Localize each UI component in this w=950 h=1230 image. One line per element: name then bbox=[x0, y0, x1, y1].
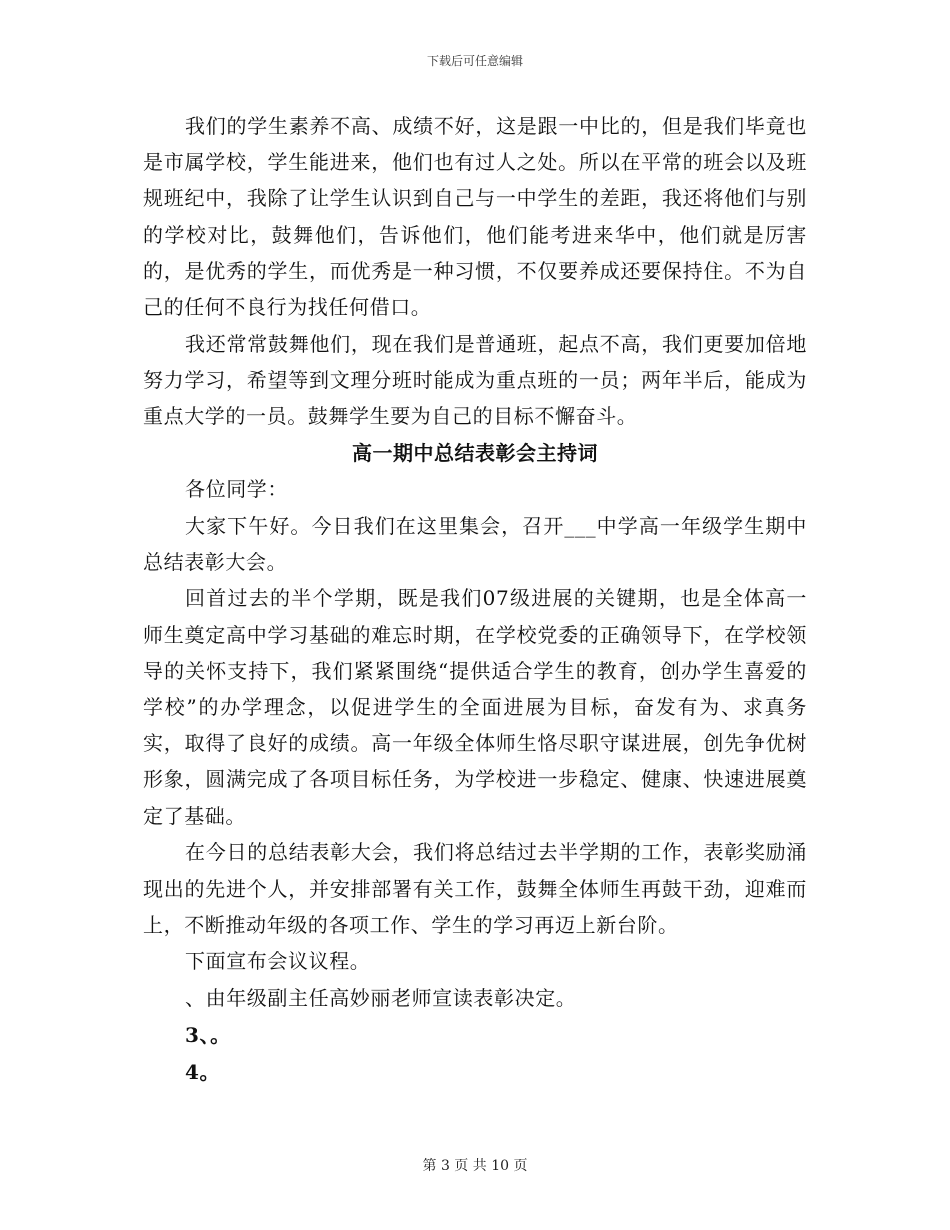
paragraph: 我还常常鼓舞他们，现在我们是普通班，起点不高，我们更要加倍地努力学习，希望等到文理分班时能成为重点班的一员；两年半后，能成为重点大学的一员。鼓舞学生要为自己的目标不懈奋斗。 bbox=[143, 331, 807, 429]
paragraph: 我们的学生素养不高、成绩不好，这是跟一中比的，但是我们毕竟也是市属学校，学生能进来，他们也有过人之处。所以在平常的班会以及班规班纪中，我除了让学生认识到自己与一中学生的差距，我还将他们与别的学校对比，鼓舞他们，告诉他们，他们能考进来华中，他们就是厉害的，是优秀的学生，而优秀是一种习惯，不仅要养成还要保持住。不为自己的任何不良行为找任何借口。 bbox=[143, 114, 807, 320]
paragraph: 回首过去的半个学期，既是我们07级进展的关键期，也是全体高一师生奠定高中学习基础的难忘时期，在学校党委的正确领导下，在学校领导的关怀支持下，我们紧紧围绕“提供适合学生的教育，创办学生喜爱的学校”的办学理念，以促进学生的全面进展为目标，奋发有为、求真务实，取得了良好的成绩。高一年级全体师生恪尽职守谋进展，创先争优树形象，圆满完成了各项目标任务，为学校进一步稳定、健康、快速进展奠定了基础。 bbox=[143, 586, 807, 828]
agenda-item: 、由年级副主任高妙丽老师宣读表彰决定。 bbox=[185, 986, 577, 1011]
agenda-item: 4。 bbox=[185, 1059, 221, 1084]
section-title: 高一期中总结表彰会主持词 bbox=[352, 440, 598, 465]
agenda-item: 3、。 bbox=[185, 1022, 231, 1047]
paragraph: 下面宣布会议议程。 bbox=[185, 949, 371, 974]
page-footer: 第 3 页 共 10 页 bbox=[422, 1158, 528, 1174]
document-body bbox=[143, 108, 807, 1090]
paragraph: 大家下午好。今日我们在这里集会，召开___中学高一年级学生期中总结表彰大会。 bbox=[143, 513, 807, 574]
salutation: 各位同学： bbox=[185, 476, 288, 501]
paragraph: 在今日的总结表彰大会，我们将总结过去半学期的工作，表彰奖励涌现出的先进个人，并安排部署有关工作，鼓舞全体师生再鼓干劲，迎难而上，不断推动年级的各项工作、学生的学习再迈上新台阶。 bbox=[143, 840, 807, 937]
page-header: 下载后可任意编辑 bbox=[426, 54, 523, 68]
